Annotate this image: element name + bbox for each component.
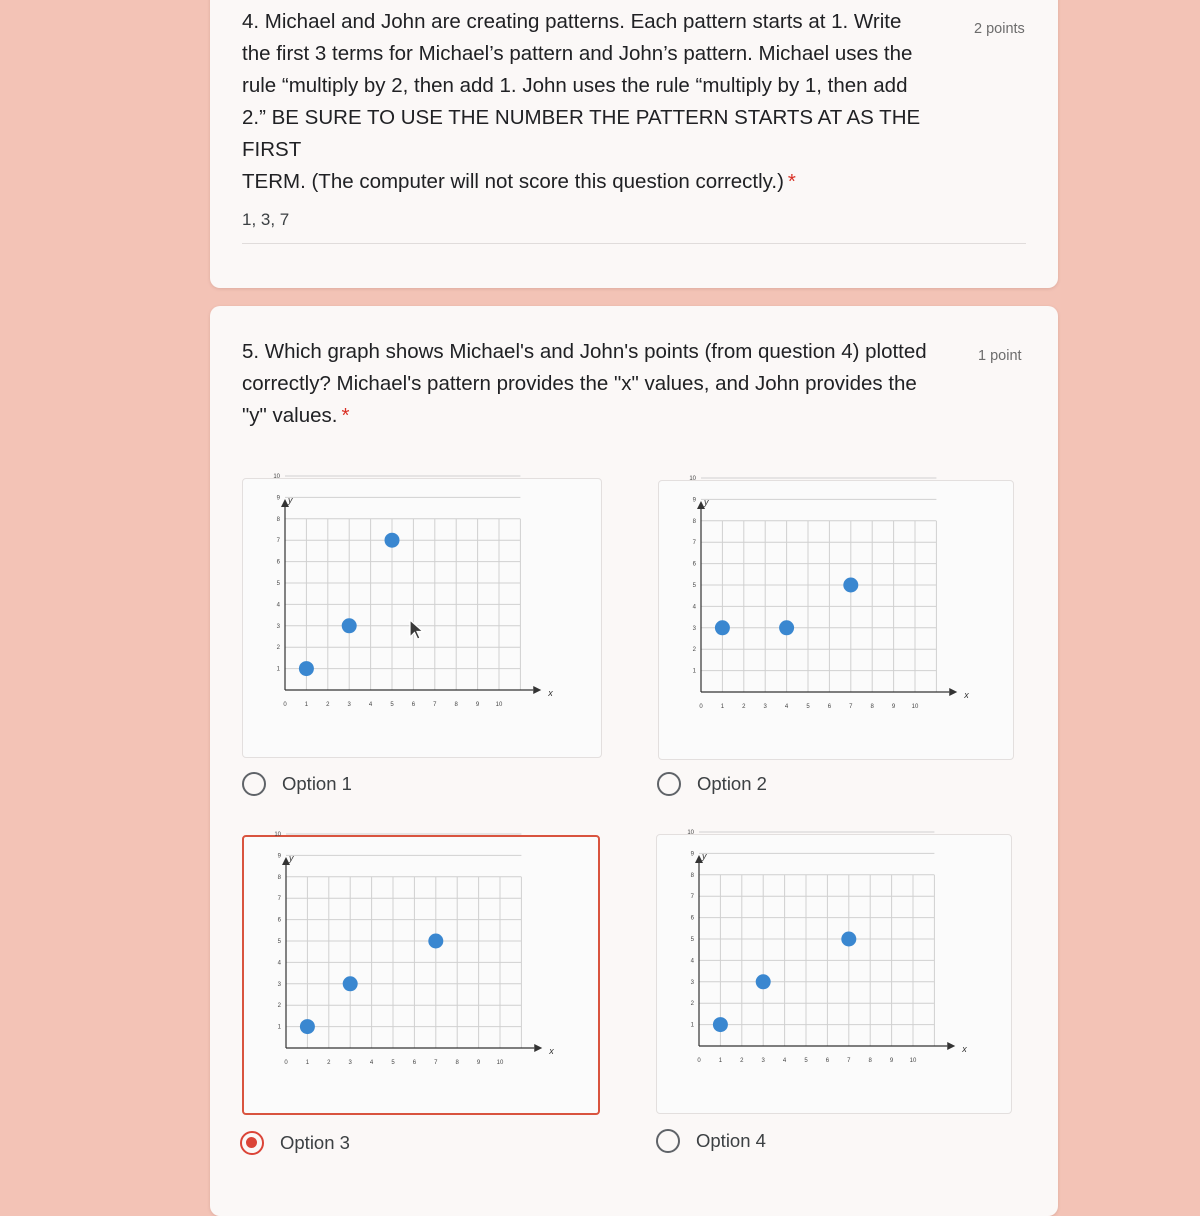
x-tick-label: 1 — [305, 1060, 310, 1066]
required-asterisk: * — [341, 404, 350, 427]
x-tick-label: 4 — [368, 702, 373, 708]
x-tick-label: 5 — [806, 704, 810, 710]
y-tick-label: 6 — [690, 915, 694, 922]
x-tick-label: 6 — [411, 702, 416, 708]
x-axis-label: x — [549, 1046, 554, 1056]
option-1-choice[interactable] — [242, 772, 352, 796]
y-tick-label: 5 — [692, 583, 696, 589]
x-tick-label: 5 — [390, 702, 394, 708]
data-point — [756, 974, 771, 989]
x-tick-label: 1 — [720, 704, 725, 710]
option-2-label: Option 2 — [697, 773, 767, 794]
y-tick-label: 10 — [274, 832, 281, 838]
x-axis-arrow — [534, 1044, 542, 1052]
y-axis-label: y — [288, 495, 293, 505]
x-tick-label: 9 — [891, 704, 896, 710]
y-tick-label: 10 — [689, 476, 696, 482]
y-tick-label: 3 — [276, 623, 280, 630]
y-tick-label: 7 — [692, 540, 696, 547]
data-point — [385, 533, 400, 548]
y-tick-label: 5 — [277, 939, 281, 945]
x-tick-label: 10 — [911, 704, 919, 710]
option-4-label: Option 4 — [696, 1130, 766, 1151]
x-tick-label: 8 — [454, 702, 458, 708]
y-tick-label: 7 — [277, 896, 281, 903]
x-tick-label: 4 — [782, 1058, 787, 1064]
x-tick-label: 7 — [434, 1060, 438, 1066]
x-tick-label: 0 — [699, 704, 703, 710]
x-tick-label: 8 — [455, 1060, 459, 1066]
question-4-points: 2 points — [974, 21, 1025, 37]
data-point — [299, 661, 314, 676]
y-tick-label: 8 — [277, 874, 281, 881]
y-tick-label: 7 — [276, 538, 280, 545]
y-tick-label: 3 — [692, 625, 696, 632]
x-tick-label: 6 — [827, 704, 832, 710]
y-tick-label: 6 — [277, 917, 281, 924]
option-3-choice[interactable] — [240, 1131, 350, 1155]
data-point — [843, 578, 858, 593]
x-axis-arrow — [949, 688, 957, 696]
x-tick-label: 5 — [804, 1058, 808, 1064]
y-tick-label: 5 — [276, 581, 280, 587]
x-tick-label: 5 — [391, 1060, 395, 1066]
y-tick-label: 4 — [692, 604, 696, 611]
x-tick-label: 0 — [284, 1060, 288, 1066]
radio-icon[interactable] — [240, 1131, 264, 1155]
x-tick-label: 2 — [740, 1058, 744, 1064]
question-5-text — [242, 336, 977, 432]
x-tick-label: 7 — [433, 702, 437, 708]
x-tick-label: 3 — [761, 1058, 765, 1064]
y-tick-label: 9 — [277, 853, 281, 860]
x-tick-label: 2 — [326, 702, 330, 708]
x-axis-label: x — [964, 690, 969, 700]
radio-icon[interactable] — [657, 772, 681, 796]
y-tick-label: 1 — [276, 666, 280, 673]
x-tick-label: 9 — [889, 1058, 894, 1064]
required-asterisk: * — [787, 170, 796, 193]
x-tick-label: 0 — [283, 702, 287, 708]
y-axis-label: y — [702, 851, 707, 861]
y-tick-label: 4 — [276, 602, 280, 609]
data-point — [715, 620, 730, 635]
x-tick-label: 0 — [697, 1058, 701, 1064]
option-4-graph[interactable] — [656, 830, 1012, 1114]
x-tick-label: 9 — [475, 702, 480, 708]
option-3-chart — [244, 832, 598, 1113]
y-tick-label: 2 — [690, 1001, 694, 1008]
option-3-label: Option 3 — [280, 1132, 350, 1153]
x-axis-arrow — [533, 686, 541, 694]
x-tick-label: 4 — [369, 1060, 374, 1066]
y-tick-label: 10 — [273, 474, 280, 480]
x-tick-label: 10 — [496, 1060, 504, 1066]
x-tick-label: 3 — [763, 704, 767, 710]
data-point — [779, 620, 794, 635]
y-tick-label: 10 — [687, 830, 694, 836]
x-tick-label: 8 — [870, 704, 874, 710]
option-2-chart — [659, 476, 1013, 759]
x-tick-label: 1 — [304, 702, 309, 708]
option-1-label: Option 1 — [282, 773, 352, 794]
y-tick-label: 2 — [276, 645, 280, 652]
y-tick-label: 4 — [277, 960, 281, 967]
answer-input[interactable]: 1, 3, 7 — [242, 210, 290, 229]
data-point — [343, 976, 358, 991]
x-tick-label: 6 — [412, 1060, 417, 1066]
x-tick-label: 9 — [476, 1060, 481, 1066]
x-tick-label: 6 — [825, 1058, 830, 1064]
option-2-graph[interactable] — [658, 476, 1014, 760]
x-tick-label: 10 — [495, 702, 503, 708]
data-point — [841, 932, 856, 947]
y-tick-label: 1 — [277, 1024, 281, 1031]
data-point — [342, 618, 357, 633]
radio-icon[interactable] — [242, 772, 266, 796]
y-tick-label: 8 — [276, 516, 280, 523]
y-axis-label: y — [704, 497, 709, 507]
option-2-choice[interactable] — [657, 772, 767, 796]
y-tick-label: 3 — [277, 981, 281, 988]
y-tick-label: 1 — [690, 1022, 694, 1029]
x-tick-label: 7 — [849, 704, 853, 710]
y-tick-label: 9 — [690, 851, 694, 858]
y-tick-label: 2 — [692, 647, 696, 654]
question-5-points: 1 point — [978, 348, 1022, 364]
y-tick-label: 2 — [277, 1003, 281, 1010]
answer-underline — [242, 243, 1026, 244]
data-point — [300, 1019, 315, 1034]
x-axis-label: x — [548, 688, 553, 698]
y-tick-label: 9 — [692, 497, 696, 504]
x-axis-arrow — [947, 1042, 955, 1050]
data-point — [713, 1017, 728, 1032]
x-tick-label: 3 — [348, 1060, 352, 1066]
y-tick-label: 7 — [690, 894, 694, 901]
y-tick-label: 1 — [692, 668, 696, 675]
x-tick-label: 10 — [909, 1058, 917, 1064]
question-5-card — [210, 306, 1058, 1216]
radio-icon[interactable] — [656, 1129, 680, 1153]
option-4-chart — [657, 830, 1011, 1113]
x-axis-label: x — [962, 1044, 967, 1054]
x-tick-label: 7 — [847, 1058, 851, 1064]
question-4-card — [210, 0, 1058, 288]
y-tick-label: 8 — [692, 518, 696, 525]
y-tick-label: 5 — [690, 937, 694, 943]
question-4-text — [242, 6, 982, 198]
option-3-graph[interactable] — [242, 832, 600, 1115]
y-tick-label: 3 — [690, 979, 694, 986]
y-tick-label: 6 — [692, 561, 696, 568]
question-5-body: 5. Which graph shows Michael's and John's points (from question 4) plotted correctly? Michael's pattern provides the "x" values, and John provides the "y" values. — [242, 340, 927, 427]
y-tick-label: 8 — [690, 872, 694, 879]
x-tick-label: 1 — [718, 1058, 723, 1064]
x-tick-label: 2 — [742, 704, 746, 710]
y-tick-label: 9 — [276, 495, 280, 502]
option-4-choice[interactable] — [656, 1129, 766, 1153]
x-tick-label: 8 — [868, 1058, 872, 1064]
cursor-icon — [408, 618, 426, 642]
x-tick-label: 3 — [347, 702, 351, 708]
y-tick-label: 6 — [276, 559, 280, 566]
x-tick-label: 2 — [327, 1060, 331, 1066]
question-4-body: 4. Michael and John are creating patterns. Each pattern starts at 1. Write the first 3 terms for Michael’s pattern and John’s pattern. Michael uses the rule “multiply by 2, then add 1. John uses the rule “multiply by 1, then add 2.” BE SURE TO USE THE NUMBER THE PATTERN STARTS AT AS THE FIRST TERM. (The computer will not score this question correctly.) — [242, 10, 921, 193]
data-point — [428, 934, 443, 949]
x-tick-label: 4 — [784, 704, 789, 710]
y-tick-label: 4 — [690, 958, 694, 965]
y-axis-label: y — [289, 853, 294, 863]
